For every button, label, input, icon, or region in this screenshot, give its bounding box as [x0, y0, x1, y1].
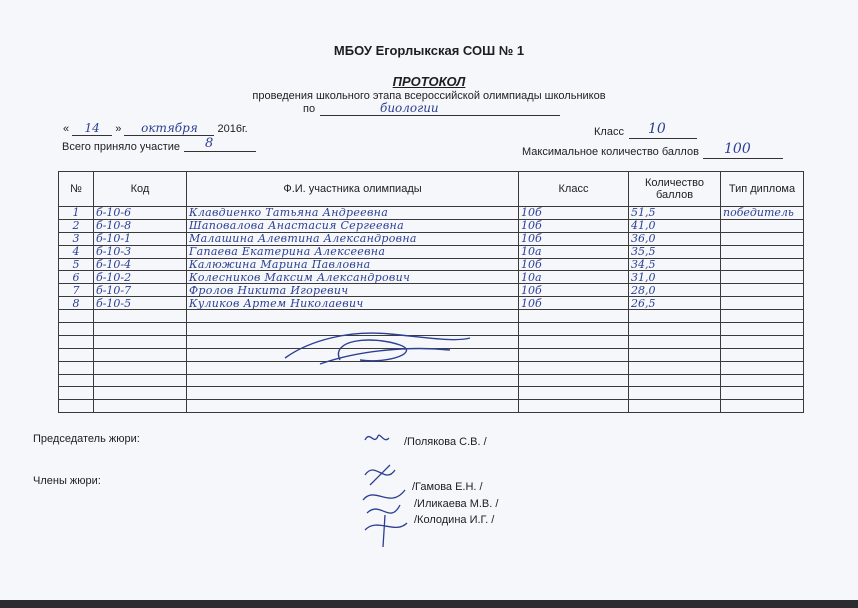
table-cell-score: 31,0	[629, 271, 721, 284]
table-cell-n: 2	[59, 219, 94, 232]
table-cell-score	[629, 310, 721, 323]
table-cell-fio: Фролов Никита Игоревич	[187, 284, 519, 297]
table-cell-n	[59, 400, 94, 413]
table-cell-fio	[187, 387, 519, 400]
date-year: 2016г.	[217, 123, 248, 135]
member-1-name: /Гамова Е.Н. /	[412, 481, 483, 493]
table-cell-klass	[519, 374, 629, 387]
table-cell-n: 7	[59, 284, 94, 297]
table-cell-fio: Шаповалова Анастасия Сергеевна	[187, 219, 519, 232]
col-header-class: Класс	[519, 172, 629, 207]
table-cell-code	[94, 374, 187, 387]
results-table	[58, 171, 804, 413]
class-underline	[629, 138, 697, 139]
table-cell-score: 34,5	[629, 258, 721, 271]
table-cell-code: б-10-5	[94, 297, 187, 310]
date-day: 14	[72, 121, 112, 136]
signature-scribble-icon	[280, 320, 480, 370]
table-cell-diploma	[721, 323, 804, 336]
table-cell-code	[94, 361, 187, 374]
table-row	[59, 400, 804, 413]
table-cell-diploma	[721, 245, 804, 258]
table-cell-code: б-10-6	[94, 207, 187, 220]
table-cell-diploma	[721, 374, 804, 387]
participants-value: 8	[205, 136, 214, 151]
table-cell-score: 51,5	[629, 207, 721, 220]
table-cell-n: 5	[59, 258, 94, 271]
table-row	[59, 245, 804, 258]
participants-underline	[184, 151, 256, 152]
table-cell-fio: Куликов Артем Николаевич	[187, 297, 519, 310]
subject-underline	[320, 115, 560, 116]
table-cell-diploma	[721, 361, 804, 374]
table-cell-klass: 10б	[519, 219, 629, 232]
table-cell-diploma	[721, 271, 804, 284]
table-cell-code: б-10-2	[94, 271, 187, 284]
table-cell-klass: 10б	[519, 284, 629, 297]
table-cell-fio: Малашина Алевтина Александровна	[187, 232, 519, 245]
members-label: Члены жюри:	[33, 475, 101, 487]
table-cell-n	[59, 348, 94, 361]
date-quote-open: «	[63, 123, 70, 135]
table-cell-n	[59, 335, 94, 348]
table-cell-klass: 10а	[519, 271, 629, 284]
members-signatures-icon	[355, 455, 415, 550]
table-cell-n: 6	[59, 271, 94, 284]
subject-value: биологии	[380, 101, 439, 115]
chair-name: /Полякова С.В. /	[404, 436, 487, 448]
table-cell-diploma	[721, 400, 804, 413]
table-cell-score: 36,0	[629, 232, 721, 245]
date-line	[63, 121, 248, 136]
col-header-name: Ф.И. участника олимпиады	[187, 172, 519, 207]
max-score-underline	[703, 158, 783, 159]
col-header-code: Код	[94, 172, 187, 207]
table-cell-score: 35,5	[629, 245, 721, 258]
table-cell-klass	[519, 361, 629, 374]
participants-label: Всего приняло участие	[62, 141, 181, 153]
table-cell-score	[629, 335, 721, 348]
table-cell-score: 41,0	[629, 219, 721, 232]
subject-label: по	[303, 103, 316, 115]
table-cell-score: 26,5	[629, 297, 721, 310]
table-cell-klass	[519, 335, 629, 348]
table-cell-score	[629, 361, 721, 374]
table-cell-code	[94, 335, 187, 348]
table-cell-n	[59, 323, 94, 336]
table-cell-code	[94, 387, 187, 400]
table-row	[59, 374, 804, 387]
table-cell-code: б-10-1	[94, 232, 187, 245]
table-cell-diploma	[721, 348, 804, 361]
table-cell-diploma	[721, 387, 804, 400]
document-title: ПРОТОКОЛ	[392, 74, 466, 89]
table-row	[59, 258, 804, 271]
table-cell-n	[59, 387, 94, 400]
table-cell-code: б-10-7	[94, 284, 187, 297]
table-cell-score	[629, 323, 721, 336]
table-cell-klass: 10б	[519, 232, 629, 245]
chair-label: Председатель жюри:	[33, 433, 140, 445]
document-subtitle: проведения школьного этапа всероссийской олимпиады школьников	[252, 90, 606, 102]
table-cell-code	[94, 310, 187, 323]
table-row	[59, 284, 804, 297]
table-cell-n	[59, 310, 94, 323]
table-cell-code: б-10-4	[94, 258, 187, 271]
table-cell-diploma	[721, 232, 804, 245]
max-score-value: 100	[724, 141, 751, 157]
table-row	[59, 297, 804, 310]
table-cell-klass	[519, 348, 629, 361]
table-cell-code	[94, 323, 187, 336]
chair-signature-icon	[362, 428, 392, 450]
table-cell-diploma	[721, 297, 804, 310]
table-cell-fio: Клавдиенко Татьяна Андреевна	[187, 207, 519, 220]
table-cell-diploma	[721, 335, 804, 348]
table-cell-n: 4	[59, 245, 94, 258]
table-cell-klass: 10а	[519, 245, 629, 258]
table-cell-n	[59, 361, 94, 374]
col-header-score: Количество баллов	[629, 172, 721, 207]
table-cell-n	[59, 374, 94, 387]
table-cell-fio: Гапаева Екатерина Алексеевна	[187, 245, 519, 258]
table-cell-code: б-10-8	[94, 219, 187, 232]
table-cell-n: 1	[59, 207, 94, 220]
table-cell-klass	[519, 310, 629, 323]
table-cell-diploma	[721, 284, 804, 297]
table-cell-klass	[519, 323, 629, 336]
table-cell-score	[629, 387, 721, 400]
table-cell-klass: 10б	[519, 258, 629, 271]
table-cell-fio	[187, 400, 519, 413]
school-name: МБОУ Егорлыкская СОШ № 1	[333, 43, 525, 58]
col-header-number: №	[59, 172, 94, 207]
table-cell-diploma: победитель	[721, 207, 804, 220]
member-2-name: /Иликаева М.В. /	[414, 498, 499, 510]
table-cell-fio	[187, 374, 519, 387]
table-row	[59, 271, 804, 284]
table-cell-klass	[519, 387, 629, 400]
table-cell-diploma	[721, 258, 804, 271]
member-3-name: /Колодина И.Г. /	[414, 514, 495, 526]
table-cell-score	[629, 400, 721, 413]
table-row	[59, 207, 804, 220]
table-cell-klass: 10б	[519, 297, 629, 310]
table-cell-code	[94, 400, 187, 413]
table-cell-score	[629, 348, 721, 361]
date-month: октября	[124, 121, 214, 136]
max-score-label: Максимальное количество баллов	[522, 146, 699, 158]
col-header-diploma: Тип диплома	[721, 172, 804, 207]
date-quote-close: »	[115, 123, 122, 135]
class-value: 10	[648, 121, 666, 137]
table-cell-klass	[519, 400, 629, 413]
table-cell-fio: Колесников Максим Александрович	[187, 271, 519, 284]
table-row	[59, 387, 804, 400]
table-cell-fio: Калюжина Марина Павловна	[187, 258, 519, 271]
table-row	[59, 219, 804, 232]
table-cell-klass: 10б	[519, 207, 629, 220]
table-cell-diploma	[721, 219, 804, 232]
table-cell-n: 8	[59, 297, 94, 310]
table-header-row	[59, 172, 804, 207]
table-cell-score: 28,0	[629, 284, 721, 297]
table-cell-code: б-10-3	[94, 245, 187, 258]
table-cell-score	[629, 374, 721, 387]
table-cell-diploma	[721, 310, 804, 323]
table-row	[59, 232, 804, 245]
class-label: Класс	[594, 126, 624, 138]
table-cell-code	[94, 348, 187, 361]
scan-edge	[0, 600, 858, 608]
table-cell-n: 3	[59, 232, 94, 245]
